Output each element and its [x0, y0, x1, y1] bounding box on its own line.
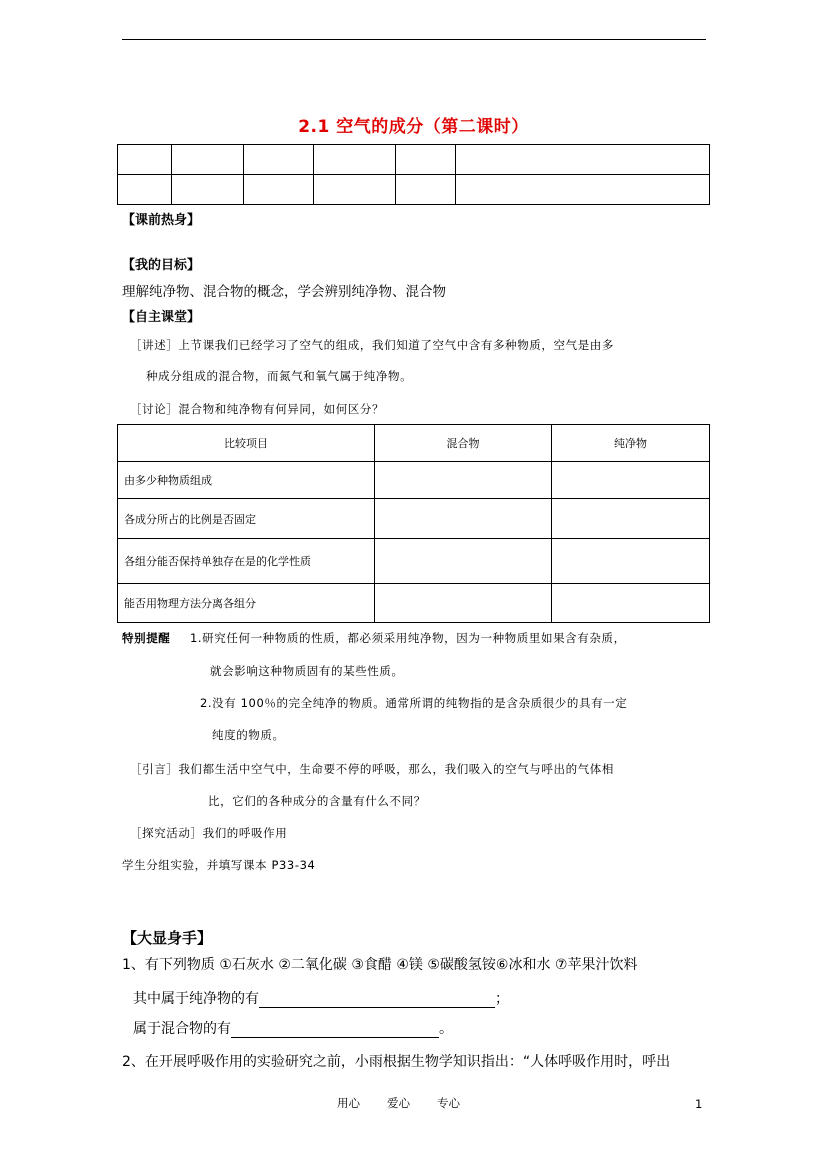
- pure-answer-blank[interactable]: [259, 992, 495, 1008]
- mixed-answer-blank[interactable]: [231, 1022, 439, 1038]
- mixed-prefix: 属于混合物的有: [133, 1021, 231, 1037]
- header-cell: 混合物: [375, 425, 552, 462]
- info-table: [117, 144, 710, 205]
- row-label: 各成分所占的比例是否固定: [118, 499, 375, 539]
- reminder-p1-line-1: 1.研究任何一种物质的性质，都必须采用纯净物，因为一种物质里如果含有杂质，: [190, 631, 626, 645]
- lecture-line-2: 种成分组成的混合物，而氮气和氧气属于纯净物。: [146, 369, 413, 383]
- question-1-pure-line: [133, 988, 509, 1008]
- intro-line-2: 比，它们的各种成分的含量有什么不同？: [208, 794, 426, 808]
- lecture-line-1: ［讲述］上节课我们已经学习了空气的组成，我们知道了空气中含有多种物质，空气是由多: [130, 338, 614, 352]
- reminder-label: 特别提醒: [122, 631, 171, 645]
- reminder-p2-line-2: 纯度的物质。: [212, 728, 285, 742]
- header-rule: [122, 39, 706, 40]
- table-row: [118, 462, 710, 499]
- pure-suffix: ；: [495, 991, 509, 1007]
- pure-prefix: 其中属于纯净物的有: [133, 991, 259, 1007]
- goal-text: 理解纯净物、混合物的概念，学会辨别纯净物、混合物: [122, 284, 446, 300]
- section-self-study: 【自主课堂】: [122, 310, 201, 325]
- experiment-text: 学生分组实验，并填写课本 P33-34: [122, 858, 316, 872]
- mixed-suffix: 。: [439, 1021, 453, 1037]
- table-row: [118, 499, 710, 539]
- intro-line-1: ［引言］我们都生活中空气中，生命要不停的呼吸，那么，我们吸入的空气与呼出的气体相: [130, 762, 614, 776]
- footer-motto-3: 专心: [437, 1096, 460, 1110]
- header-cell: 比较项目: [118, 425, 375, 462]
- question-1-mixed-line: [133, 1018, 453, 1038]
- row-label: 由多少种物质组成: [118, 462, 375, 499]
- page-number: 1: [695, 1097, 703, 1111]
- reminder-p2-line-1: 2.没有 100％的完全纯净的物质。通常所谓的纯物指的是含杂质很少的具有一定: [200, 696, 628, 710]
- section-goal-heading: 【我的目标】: [122, 258, 201, 273]
- row-label: 各组分能否保持单独存在是的化学性质: [118, 539, 375, 584]
- page-title: 2.1 空气的成分（第二课时）: [298, 117, 529, 137]
- show-heading: 【大显身手】: [122, 929, 213, 947]
- question-1-stem: 1、有下列物质 ①石灰水 ②二氧化碳 ③食醋 ④镁 ⑤碳酸氢铵⑥冰和水 ⑦苹果汁饮料: [122, 957, 638, 973]
- header-cell: 纯净物: [552, 425, 710, 462]
- comparison-table: [117, 424, 710, 623]
- table-row: [118, 175, 710, 205]
- activity-text: ［探究活动］我们的呼吸作用: [130, 826, 288, 840]
- table-row: [118, 145, 710, 175]
- discussion-text: ［讨论］混合物和纯净物有何异同，如何区分？: [130, 402, 385, 416]
- table-row: [118, 584, 710, 623]
- table-row: [118, 539, 710, 584]
- footer-motto-2: 爱心: [387, 1096, 410, 1110]
- footer-motto-1: 用心: [337, 1096, 360, 1110]
- table-header-row: [118, 425, 710, 462]
- reminder-p1-line-2: 就会影响这种物质固有的某些性质。: [210, 664, 404, 678]
- row-label: 能否用物理方法分离各组分: [118, 584, 375, 623]
- section-pre-class: 【课前热身】: [122, 213, 201, 228]
- question-2-text: 2、在开展呼吸作用的实验研究之前，小雨根据生物学知识指出：“人体呼吸作用时，呼出: [122, 1054, 671, 1070]
